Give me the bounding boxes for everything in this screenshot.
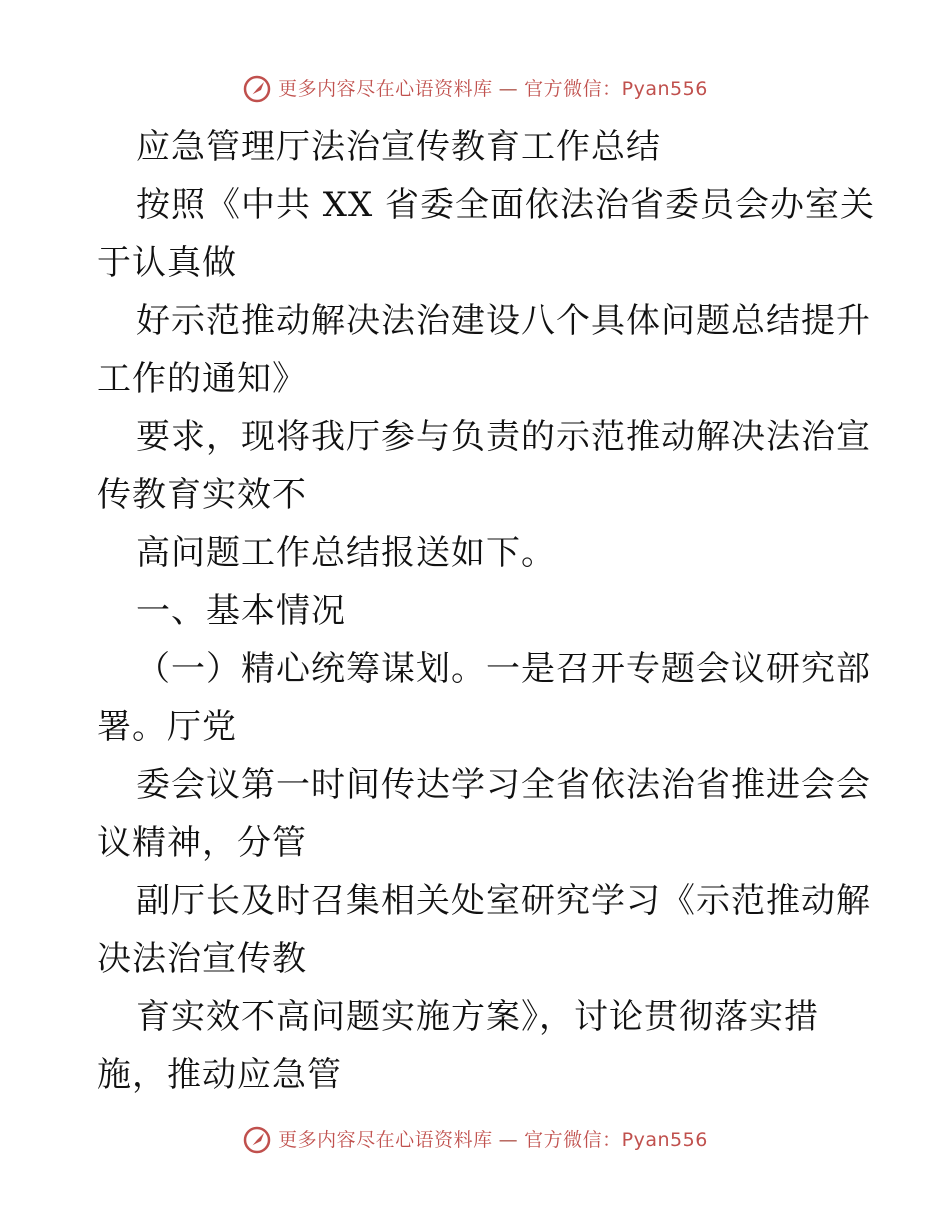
paragraph-line: 议精神，分管 (97, 823, 307, 863)
paragraph-line: 委会议第一时间传达学习全省依法治省推进会会 (136, 765, 871, 805)
paragraph-line: 副厅长及时召集相关处室研究学习《示范推动解 (136, 881, 871, 921)
quill-logo-icon (242, 74, 272, 104)
watermark-dash: — (498, 78, 519, 100)
footer-watermark (0, 1125, 950, 1155)
section-heading: 一、基本情况 (136, 591, 346, 631)
paragraph-line: 署。厅党 (97, 707, 237, 747)
quill-logo-icon (242, 1125, 272, 1155)
document-title: 应急管理厅法治宣传教育工作总结 (136, 127, 661, 167)
watermark-account: 官方微信：Pyan556 (524, 1129, 708, 1151)
paragraph-line: 传教育实效不 (97, 475, 307, 515)
paragraph-line: 好示范推动解决法治建设八个具体问题总结提升 (136, 301, 871, 341)
paragraph-line: 按照《中共 XX 省委全面依法治省委员会办室关 (136, 185, 876, 225)
paragraph-line: 工作的通知》 (97, 359, 307, 399)
paragraph-line: 于认真做 (97, 243, 237, 283)
watermark-account: 官方微信：Pyan556 (524, 78, 708, 100)
watermark-text: 更多内容尽在心语资料库 (278, 78, 493, 100)
paragraph-line: （一）精心统筹谋划。一是召开专题会议研究部 (136, 649, 871, 689)
paragraph-line: 育实效不高问题实施方案》，讨论贯彻落实措 (136, 997, 819, 1037)
watermark-text: 更多内容尽在心语资料库 (278, 1129, 493, 1151)
watermark-dash: — (498, 1129, 519, 1151)
paragraph-line: 决法治宣传教 (97, 939, 307, 979)
header-watermark (0, 74, 950, 104)
paragraph-line: 施，推动应急管 (97, 1055, 342, 1095)
paragraph-line: 高问题工作总结报送如下。 (136, 533, 556, 573)
paragraph-line: 要求，现将我厅参与负责的示范推动解决法治宣 (136, 417, 871, 457)
